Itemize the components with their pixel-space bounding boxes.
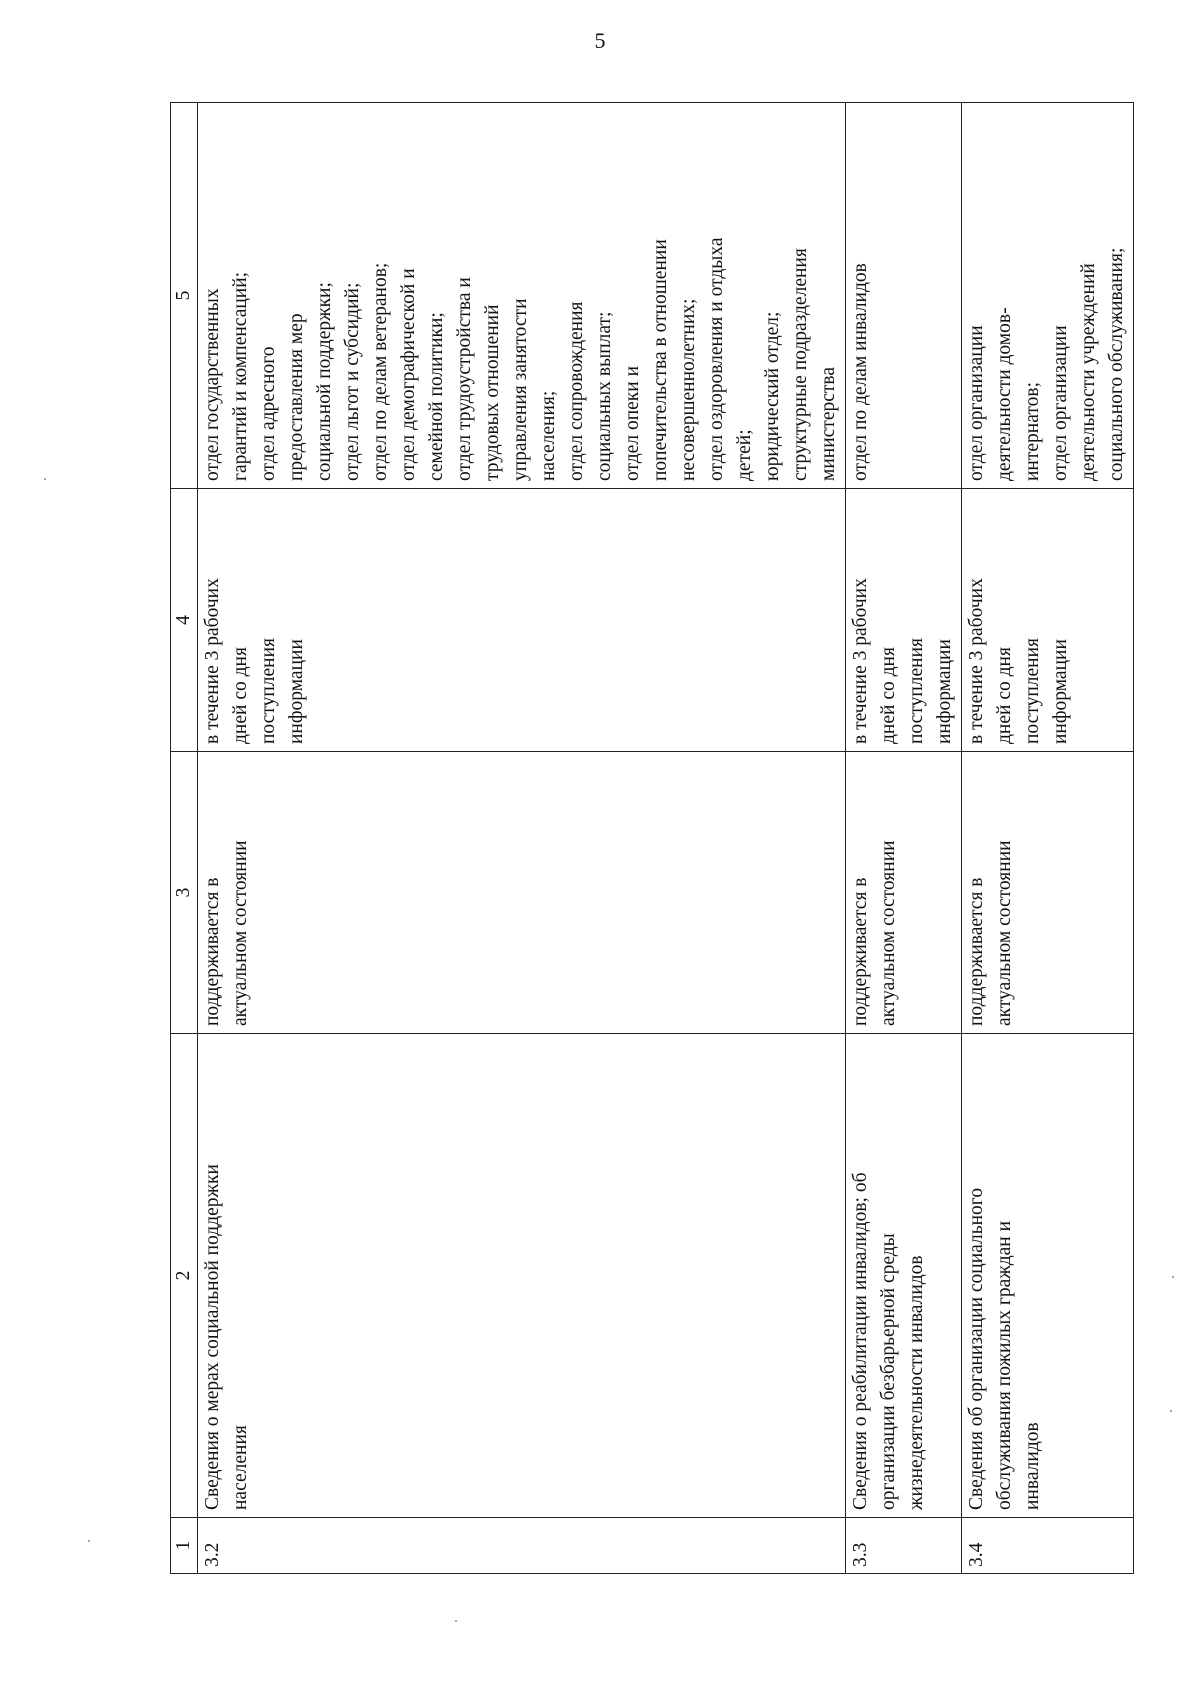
table-row — [198, 103, 846, 1574]
scan-speck — [88, 1540, 90, 1542]
scan-speck — [44, 478, 46, 480]
description-cell — [846, 1034, 962, 1518]
maintenance-cell — [846, 752, 962, 1034]
text-line: актуальном состоянии — [230, 840, 251, 1026]
text-line: министерства — [818, 366, 839, 481]
description-cell — [962, 1034, 1134, 1518]
text-line: отдел сопровождения — [566, 301, 587, 481]
rotated-table-container — [170, 102, 1127, 1574]
maintenance-cell — [962, 752, 1134, 1034]
scan-speck — [1170, 1410, 1172, 1412]
text-line: отдел опеки и — [622, 365, 643, 481]
text-line: отдел оздоровления и отдыха — [706, 237, 727, 481]
table-row — [962, 103, 1134, 1574]
text-line: дней со дня — [994, 647, 1015, 744]
text-line: отдел организации — [966, 325, 987, 481]
text-line: социальной поддержки; — [314, 282, 335, 481]
table-frame — [170, 102, 1127, 1574]
header-cell: 1 — [171, 1518, 198, 1574]
text-line: обслуживания пожилых граждан и — [994, 1220, 1015, 1510]
responsible-cell — [846, 103, 962, 489]
text-line: информации — [934, 639, 955, 744]
text-line: поддерживается в — [850, 877, 871, 1026]
text-line: несовершеннолетних; — [678, 298, 699, 481]
row-number: 3.4 — [962, 1518, 1134, 1574]
text-line: отдел организации — [1050, 325, 1071, 481]
text-line: населения — [230, 1425, 251, 1510]
header-cell: 4 — [171, 489, 198, 752]
text-line: юридический отдел; — [762, 311, 783, 481]
text-line: трудовых отношений — [482, 304, 503, 481]
text-line: поступления — [1022, 637, 1043, 744]
text-line: управления занятости — [510, 298, 531, 481]
text-line: детей; — [734, 429, 755, 481]
text-line: дней со дня — [230, 647, 251, 744]
text-line: Сведения о реабилитации инвалидов; об — [850, 1172, 871, 1510]
text-line: населения; — [538, 390, 559, 481]
responsible-cell — [962, 103, 1134, 489]
maintenance-cell — [198, 752, 846, 1034]
text-line: Сведения о мерах социальной поддержки — [202, 1164, 223, 1510]
text-line: семейной политики; — [426, 312, 447, 481]
text-line: актуальном состоянии — [994, 840, 1015, 1026]
text-line: интернатов; — [1022, 381, 1043, 481]
row-number: 3.3 — [846, 1518, 962, 1574]
text-line: предоставления мер — [286, 313, 307, 481]
text-line: гарантий и компенсаций; — [230, 271, 251, 481]
row-number: 3.2 — [198, 1518, 846, 1574]
header-cell: 3 — [171, 752, 198, 1034]
text-line: Сведения об организации социального — [966, 1187, 987, 1510]
text-line: поступления — [906, 637, 927, 744]
text-line: отдел демографической и — [398, 268, 419, 481]
text-line: в течение 3 рабочих — [850, 578, 871, 744]
page-number: 5 — [594, 28, 606, 53]
text-line: организации безбарьерной среды — [878, 1233, 899, 1510]
text-line: социального обслуживания; — [1106, 247, 1127, 481]
text-line: отдел по делам ветеранов; — [370, 262, 391, 481]
period-cell — [962, 489, 1134, 752]
text-line: отдел государственных — [202, 288, 223, 481]
text-line: в течение 3 рабочих — [202, 578, 223, 744]
scan-speck — [1172, 1276, 1174, 1278]
header-cell: 2 — [171, 1034, 198, 1518]
text-line: инвалидов — [1022, 1422, 1043, 1510]
text-line: социальных выплат; — [594, 311, 615, 481]
text-line: структурные подразделения — [790, 248, 811, 481]
text-line: отдел льгот и субсидий; — [342, 282, 363, 481]
text-line: информации — [1050, 639, 1071, 744]
info-table — [170, 102, 1134, 1574]
scan-speck — [455, 1620, 457, 1622]
table-row — [846, 103, 962, 1574]
text-line: попечительства в отношении — [650, 239, 671, 481]
description-cell — [198, 1034, 846, 1518]
text-line: жизнедеятельности инвалидов — [906, 1255, 927, 1510]
header-cell: 5 — [171, 103, 198, 489]
text-line: отдел трудоустройства и — [454, 277, 475, 481]
text-line: в течение 3 рабочих — [966, 578, 987, 744]
text-line: поддерживается в — [966, 877, 987, 1026]
text-line: отдел адресного — [258, 346, 279, 481]
table-header-row — [171, 103, 198, 1574]
period-cell — [198, 489, 846, 752]
text-line: актуальном состоянии — [878, 840, 899, 1026]
text-line: деятельности учреждений — [1078, 263, 1099, 481]
text-line: дней со дня — [878, 647, 899, 744]
text-line: поддерживается в — [202, 877, 223, 1026]
text-line: поступления — [258, 637, 279, 744]
text-line: деятельности домов- — [994, 307, 1015, 481]
text-line: отдел по делам инвалидов — [850, 263, 871, 481]
period-cell — [846, 489, 962, 752]
text-line: информации — [286, 639, 307, 744]
responsible-cell — [198, 103, 846, 489]
